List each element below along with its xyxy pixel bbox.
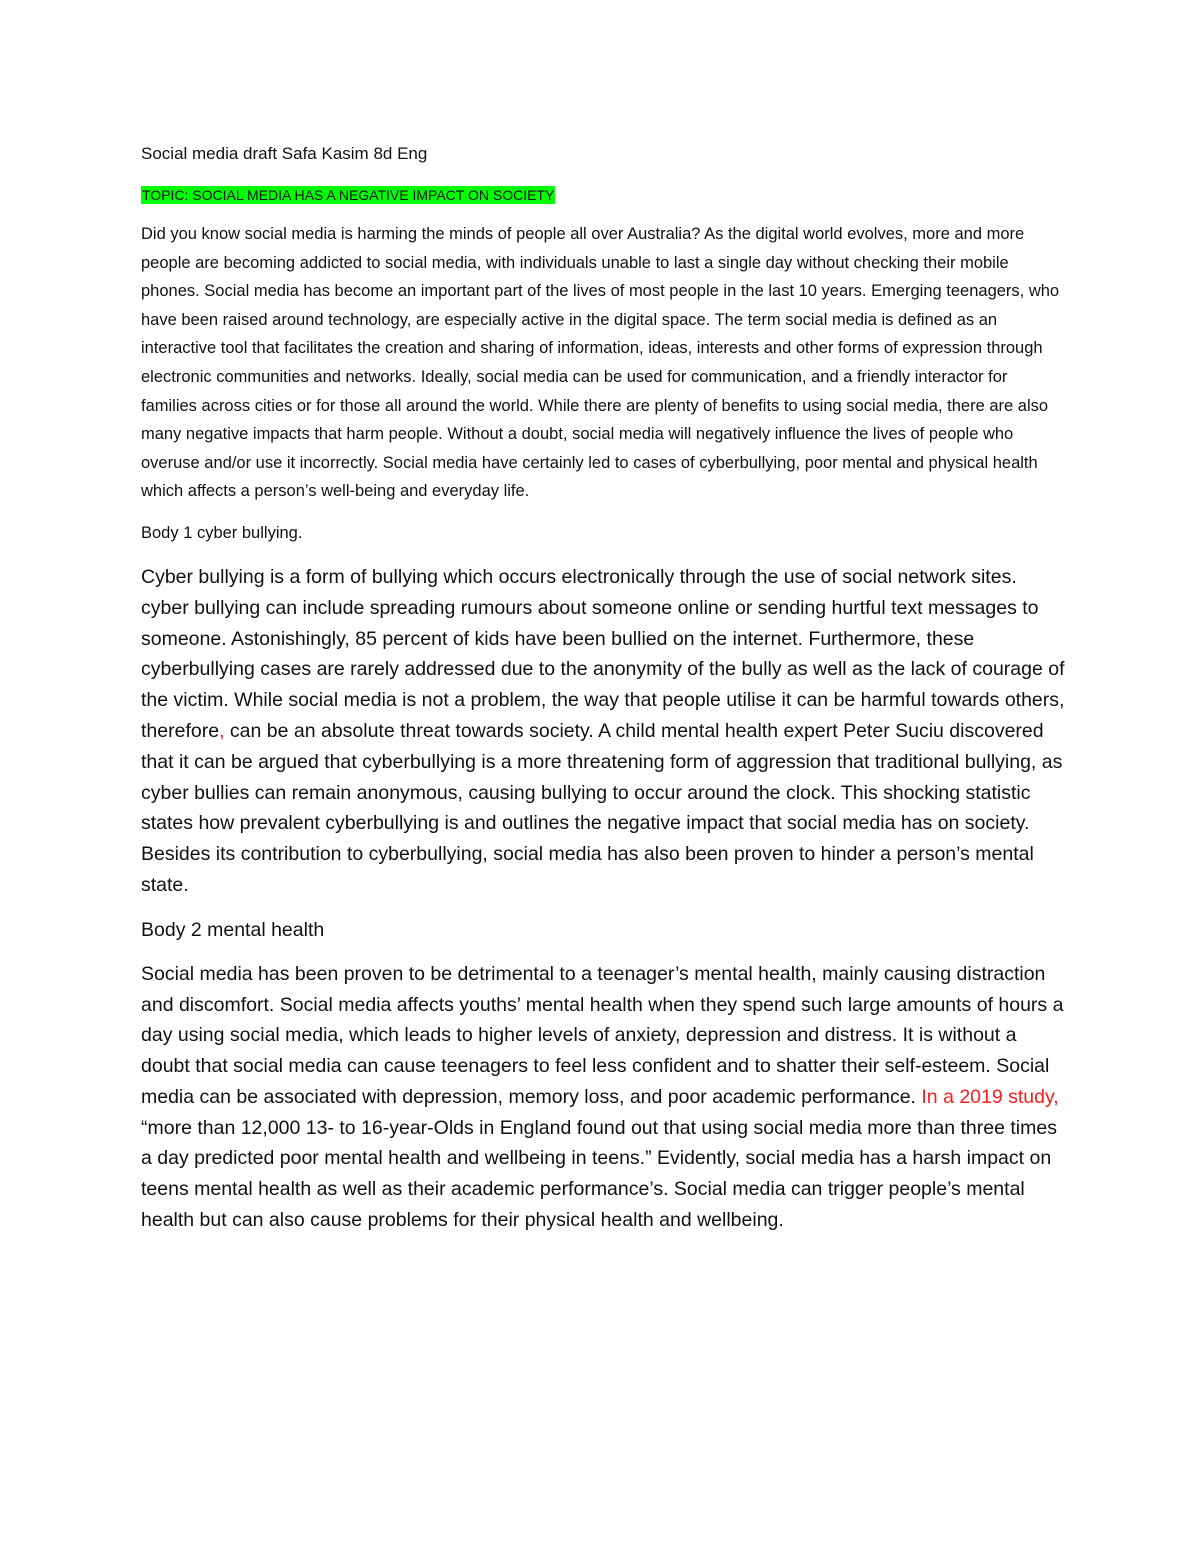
body1-paragraph — [141, 562, 1066, 901]
body1-text-part1: Cyber bullying is a form of bullying which occurs electronically through the use of social network sites. cyber bullying can include spreading rumours about someone online or sending hurtful text messages to someone. Astonishingly, 85 percent of kids have been bullied on the internet. Furthermore, these cyberbullying cases are rarely addressed due to the anonymity of the bully as well as the lack of courage of the victim. While social media is not a problem, the way that people utilise it can be harmful towards others, therefore — [141, 565, 1065, 742]
body2-text-part2: “more than 12,000 13- to 16-year-Olds in England found out that using social media more than three times a day predicted poor mental health and wellbeing in teens.” Evidently, social media has a harsh impact on teens mental health as well as their academic performance’s. Social media can trigger people’s mental health but can also cause problems for their physical health and wellbeing. — [141, 1116, 1057, 1232]
body2-red-citation: In a 2019 study, — [921, 1085, 1059, 1108]
body1-text-part2: can be an absolute threat towards society. A child mental health expert Peter Suciu discovered that it can be argued that cyberbullying is a more threatening form of aggression that traditional bullying, as cyber bullies can remain anonymous, causing bullying to occur around the clock. This shocking statistic states how prevalent cyberbullying is and outlines the negative impact that social media has on society. Besides its contribution to cyberbullying, social media has also been proven to hinder a person’s mental state. — [141, 719, 1063, 896]
intro-paragraph: Did you know social media is harming the minds of people all over Australia? As the digital world evolves, more and more people are becoming addicted to social media, with individuals unable to last a single day without checking their mobile phones. Social media has become an important part of the lives of most people in the last 10 years. Emerging teenagers, who have been raised around technology, are especially active in the digital space. The term social media is defined as an interactive tool that facilitates the creation and sharing of information, ideas, interests and other forms of expression through electronic communities and networks. Ideally, social media can be used for communication, and a friendly interactor for families across cities or for those all around the world. While there are plenty of benefits to using social media, there are also many negative impacts that harm people. Without a doubt, social media will negatively influence the lives of people who overuse and/or use it incorrectly. Social media have certainly led to cases of cyberbullying, poor mental and physical health which affects a person’s well-being and everyday life. — [141, 225, 1060, 501]
body2-paragraph — [141, 959, 1066, 1236]
body2-heading: Body 2 mental health — [141, 918, 325, 941]
topic-line — [141, 184, 1066, 206]
body1-heading: Body 1 cyber bullying. — [141, 523, 303, 542]
document-header: Social media draft Safa Kasim 8d Eng — [141, 144, 428, 163]
body1-red-comma: , — [219, 719, 225, 742]
document-page — [141, 142, 1066, 1250]
body2-text-part1: Social media has been proven to be detrimental to a teenager’s mental health, mainly causing distraction and discomfort. Social media affects youths’ mental health when they spend such large amounts of hours a day using social media, which leads to higher levels of anxiety, depression and distress. It is without a doubt that social media can cause teenagers to feel less confident and to shatter their self-esteem. Social media can be associated with depression, memory loss, and poor academic performance. — [141, 962, 1064, 1108]
topic-highlight: TOPIC: SOCIAL MEDIA HAS A NEGATIVE IMPACT ON SOCIETY — [142, 187, 555, 203]
